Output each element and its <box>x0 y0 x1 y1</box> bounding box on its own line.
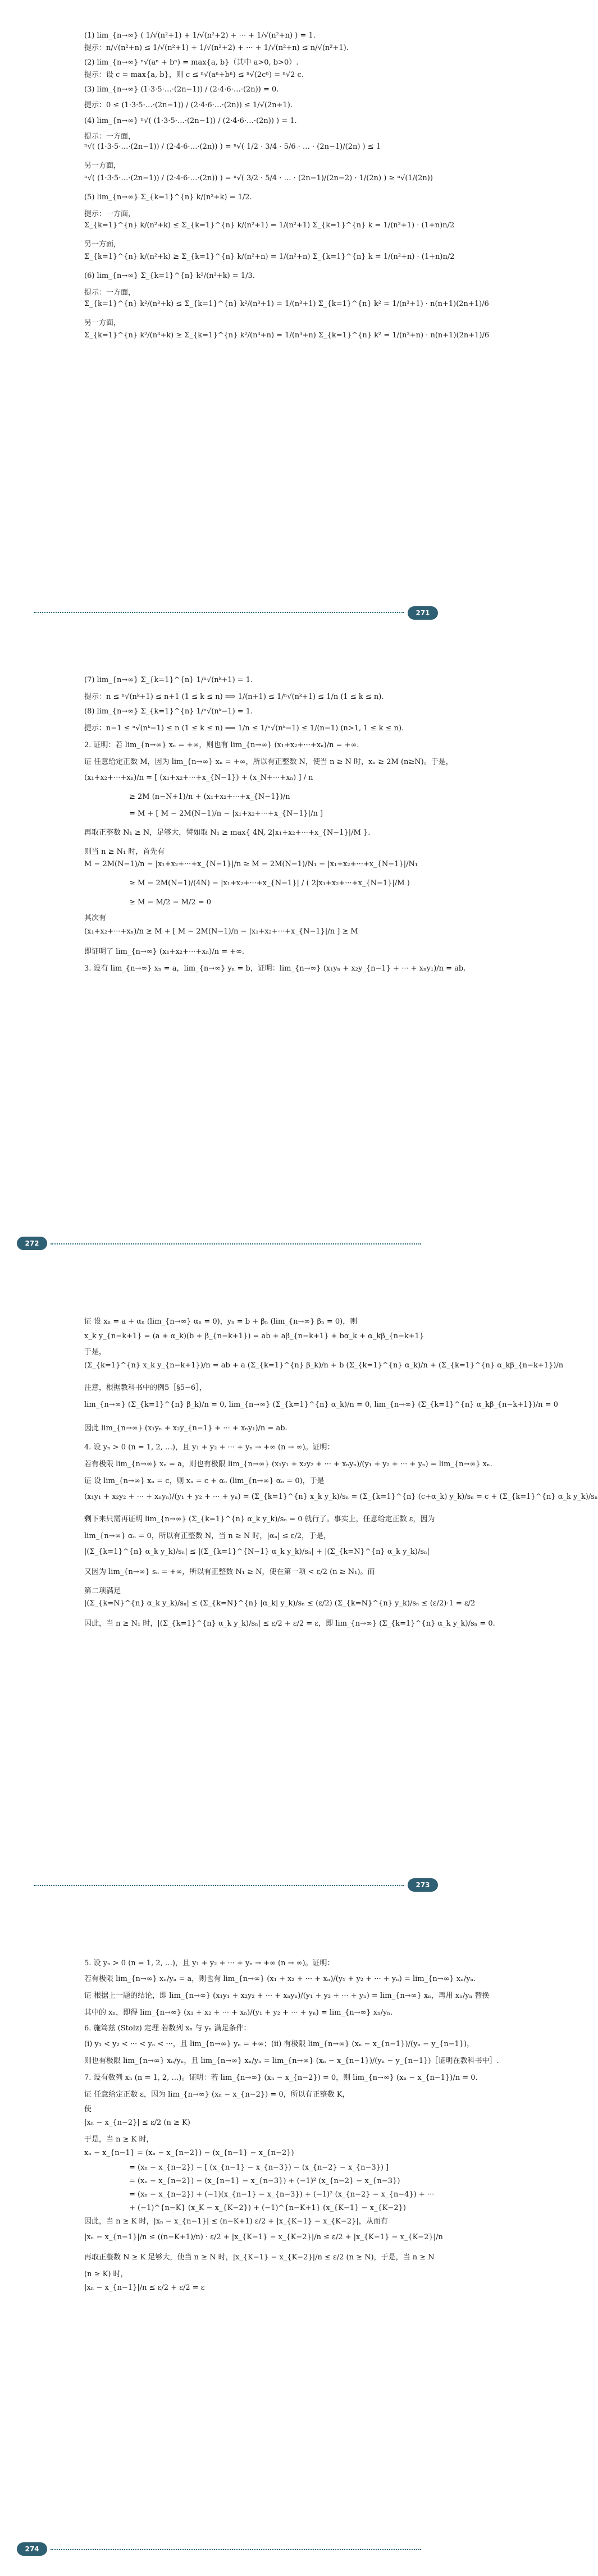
text-line: Σ_{k=1}^{n} k²/(n³+k) ≤ Σ_{k=1}^{n} k²/(n³+1) = 1/(n³+1) Σ_{k=1}^{n} k² = 1/(n³+1) · n(n+1)(2n+1)/6 <box>84 300 489 308</box>
page-bottom-rule <box>34 1885 404 1886</box>
text-line: 证 任意给定正数 ε，因为 lim_{n→∞} (xₙ − x_{n−2}) = 0，所以有正整数 K， <box>84 2090 350 2099</box>
text-line: (7) lim_{n→∞} Σ_{k=1}^{n} 1/ⁿ√(nᵏ+1) = 1. <box>84 676 253 684</box>
text-line: 另一方面， <box>84 240 121 249</box>
text-line: 提示：0 ≤ (1·3·5·…·(2n−1)) / (2·4·6·…·(2n)) ≤ 1/√(2n+1). <box>84 101 293 109</box>
text-line: 提示：一方面， <box>84 289 136 297</box>
text-line: 另一方面， <box>84 162 121 170</box>
book-page-271 <box>0 0 490 629</box>
text-line: 4. 设 yₙ > 0 (n = 1, 2, …)，且 y₁ + y₂ + ··· + yₙ → +∞ (n → ∞)。证明： <box>84 1443 335 1452</box>
text-line: 又因为 lim_{n→∞} sₙ = +∞，所以有正整数 N₁ ≥ N，使在第一项 < ε/2 (n ≥ N₁)。而 <box>84 1568 375 1576</box>
text-line: 证 设 xₙ = a + αₙ (lim_{n→∞} αₙ = 0)，yₙ = b + βₙ (lim_{n→∞} βₙ = 0)，则 <box>84 1317 358 1326</box>
page-number-badge: 271 <box>408 606 438 620</box>
text-line: = (xₙ − x_{n−2}) − (x_{n−1} − x_{n−3}) + (−1)² (x_{n−2} − x_{n−3}) <box>129 2177 400 2185</box>
text-line: x_k y_{n−k+1} = (a + α_k)(b + β_{n−k+1}) = ab + aβ_{n−k+1} + bα_k + α_kβ_{n−k+1} <box>84 1332 424 1340</box>
text-line: 6. 施笃兹 (Stolz) 定理 若数列 xₙ 与 yₙ 满足条件： <box>84 2024 251 2033</box>
text-line: + (−1)^{n−K} (x_K − x_{K−2}) + (−1)^{n−K+1} (x_{K−1} − x_{K−2}) <box>129 2204 406 2212</box>
text-line: 于是，当 n ≥ K 时， <box>84 2135 154 2144</box>
text-line: 提示：n ≤ ⁿ√(nᵏ+1) ≤ n+1 (1 ≤ k ≤ n) ⟹ 1/(n+1) ≤ 1/ⁿ√(nᵏ+1) ≤ 1/n (1 ≤ k ≤ n). <box>84 693 384 701</box>
page-number-badge: 273 <box>408 1878 438 1892</box>
text-line: xₙ − x_{n−1} = (xₙ − x_{n−2}) − (x_{n−1} − x_{n−2}) <box>84 2149 294 2157</box>
text-line: 证 设 lim_{n→∞} xₙ = c，则 xₙ = c + αₙ (lim_{n→∞} αₙ = 0)，于是 <box>84 1477 325 1485</box>
page-number-badge: 272 <box>17 1237 47 1250</box>
book-page-273 <box>0 1283 598 1912</box>
page-number-badge: 274 <box>17 2542 47 2556</box>
text-line: (x₁+x₂+···+xₙ)/n ≥ M + [ M − 2M(N−1)/n − |x₁+x₂+···+x_{N−1}|/n ] ≥ M <box>84 927 358 936</box>
text-line: 证 任意给定正数 M，因为 lim_{n→∞} xₙ = +∞，所以有正整数 N，使当 n ≥ N 时，xₙ ≥ 2M (n≥N)。于是， <box>84 758 453 766</box>
text-line: 若有极限 lim_{n→∞} xₙ = a，则也有极限 lim_{n→∞} (x₁y₁ + x₂y₂ + ··· + xₙyₙ)/(y₁ + y₂ + ··· + yₙ) = lim_{n→∞} xₙ. <box>84 1460 492 1468</box>
text-line: (4) lim_{n→∞} ⁿ√( (1·3·5·…·(2n−1)) / (2·4·6·…·(2n)) ) = 1. <box>84 117 297 125</box>
text-line: 提示：一方面， <box>84 132 136 141</box>
text-line: 因此，当 n ≥ K 时，|xₙ − x_{n−1}| ≤ (n−K+1) ε/2 + |x_{K−1} − x_{K−2}|，从而有 <box>84 2217 388 2226</box>
text-line: (i) y₁ < y₂ < ··· < yₙ < ···，且 lim_{n→∞} yₙ = +∞；(ii) 有极限 lim_{n→∞} (xₙ − x_{n−1})/(yₙ − y_{n−1})， <box>84 2040 474 2048</box>
text-line: 其次有 <box>84 914 107 922</box>
text-line: (x₁y₁ + x₂y₂ + ··· + xₙyₙ)/(y₁ + y₂ + ··· + yₙ) = (Σ_{k=1}^{n} x_k y_k)/sₙ = (Σ_{k=1}^{n} (c+α_k) y_k)/sₙ = c + (Σ_{k=1}^{n} α_k y_k)/sₙ <box>84 1493 598 1501</box>
text-line: 3. 设有 lim_{n→∞} xₙ = a，lim_{n→∞} yₙ = b，证明：lim_{n→∞} (x₁yₙ + x₂y_{n−1} + ··· + xₙy₁)/n = ab. <box>84 964 466 973</box>
text-line: |xₙ − x_{n−1}|/n ≤ ((n−K+1)/n) · ε/2 + |x_{K−1} − x_{K−2}|/n ≤ ε/2 + |x_{K−1} − x_{K−2}|/n <box>84 2233 443 2241</box>
text-line: lim_{n→∞} αₙ = 0，所以有正整数 N，当 n ≥ N 时，|αₙ| ≤ ε/2，于是， <box>84 1532 331 1540</box>
text-line: (Σ_{k=1}^{n} x_k y_{n−k+1})/n = ab + a (Σ_{k=1}^{n} β_k)/n + b (Σ_{k=1}^{n} α_k)/n + (Σ_{k=1}^{n} α_kβ_{n−k+1})/n <box>84 1361 564 1370</box>
text-line: |(Σ_{k=N}^{n} α_k y_k)/sₙ| ≤ (Σ_{k=N}^{n} |α_k| y_k)/sₙ ≤ (ε/2) (Σ_{k=N}^{n} y_k)/sₙ ≤ (ε/2)·1 = ε/2 <box>84 1599 476 1608</box>
text-line: (2) lim_{n→∞} ⁿ√(aⁿ + bⁿ) = max{a, b}（其中 a>0, b>0）. <box>84 58 299 67</box>
text-line: Σ_{k=1}^{n} k/(n²+k) ≥ Σ_{k=1}^{n} k/(n²+n) = 1/(n²+n) Σ_{k=1}^{n} k = 1/(n²+n) · (1+n)n/2 <box>84 253 455 261</box>
page-bottom-rule <box>34 612 404 613</box>
text-line: ⁿ√( (1·3·5·…·(2n−1)) / (2·4·6·…·(2n)) ) = ⁿ√( 1/2 · 3/4 · 5/6 · … · (2n−1)/(2n) ) ≤ 1 <box>84 143 381 151</box>
text-line: = (xₙ − x_{n−2}) + (−1)(x_{n−1} − x_{n−3}) + (−1)² (x_{n−2} − x_{n−4}) + ··· <box>129 2190 435 2199</box>
text-line: (8) lim_{n→∞} Σ_{k=1}^{n} 1/ⁿ√(nᵏ−1) = 1. <box>84 707 253 716</box>
text-line: Σ_{k=1}^{n} k/(n²+k) ≤ Σ_{k=1}^{n} k/(n²+1) = 1/(n²+1) Σ_{k=1}^{n} k = 1/(n²+1) · (1+n)n/2 <box>84 221 455 230</box>
text-line: M − 2M(N−1)/n − |x₁+x₂+···+x_{N−1}|/n ≥ M − 2M(N−1)/N₁ − |x₁+x₂+···+x_{N−1}|/N₁ <box>84 860 418 868</box>
text-line: 再取正整数 N₁ ≥ N，足够大，譬如取 N₁ ≥ max{ 4N, 2|x₁+x₂+···+x_{N−1}|/M }. <box>84 829 371 837</box>
text-line: 因此 lim_{n→∞} (x₁yₙ + x₂y_{n−1} + ··· + xₙy₁)/n = ab. <box>84 1424 287 1433</box>
text-line: = (xₙ − x_{n−2}) − [ (x_{n−1} − x_{n−3}) − (x_{n−2} − x_{n−3}) ] <box>129 2163 389 2172</box>
text-line: 使 <box>84 2105 92 2113</box>
text-line: Σ_{k=1}^{n} k²/(n³+k) ≥ Σ_{k=1}^{n} k²/(n³+n) = 1/(n³+n) Σ_{k=1}^{n} k² = 1/(n³+n) · n(n+1)(2n+1)/6 <box>84 331 490 340</box>
text-line: 于是， <box>84 1348 107 1356</box>
text-line: 若有极限 lim_{n→∞} xₙ/yₙ = a，则也有 lim_{n→∞} (x₁ + x₂ + ··· + xₙ)/(y₁ + y₂ + ··· + yₙ) = lim_{n→∞} xₙ/yₙ. <box>84 1975 476 1983</box>
book-page-274 <box>0 1925 499 2576</box>
text-line: ⁿ√( (1·3·5·…·(2n−1)) / (2·4·6·…·(2n)) ) = ⁿ√( 3/2 · 5/4 · … · (2n−1)/(2n−2) · 1/(2n) ) ≥ ⁿ√(1/(2n)) <box>84 174 433 182</box>
text-line: 剩下来只需再证明 lim_{n→∞} (Σ_{k=1}^{n} α_k y_k)/sₙ = 0 就行了。事实上，任意给定正数 ε，因为 <box>84 1515 435 1523</box>
text-line: ≥ M − 2M(N−1)/(4N) − |x₁+x₂+···+x_{N−1}| / ( 2|x₁+x₂+···+x_{N−1}|/M ) <box>129 879 410 887</box>
text-line: |xₙ − x_{n−2}| ≤ ε/2 (n ≥ K) <box>84 2119 190 2127</box>
text-line: (n ≥ K) 时， <box>84 2270 128 2278</box>
text-line: 因此，当 n ≥ N₁ 时，|(Σ_{k=1}^{n} α_k y_k)/sₙ| ≤ ε/2 + ε/2 = ε，即 lim_{n→∞} (Σ_{k=1}^{n} α_k y_k)/sₙ = 0. <box>84 1619 495 1628</box>
text-line: (5) lim_{n→∞} Σ_{k=1}^{n} k/(n²+k) = 1/2. <box>84 193 252 202</box>
text-line: lim_{n→∞} (Σ_{k=1}^{n} β_k)/n = 0, lim_{n→∞} (Σ_{k=1}^{n} α_k)/n = 0, lim_{n→∞} (Σ_{k=1}^{n} α_kβ_{n−k+1})/n = 0 <box>84 1401 558 1409</box>
text-line: |(Σ_{k=1}^{n} α_k y_k)/sₙ| ≤ |(Σ_{k=1}^{N−1} α_k y_k)/sₙ| + |(Σ_{k=N}^{n} α_k y_k)/sₙ| <box>84 1548 430 1556</box>
text-line: 提示：一方面， <box>84 210 136 218</box>
text-line: (x₁+x₂+···+xₙ)/n = [ (x₁+x₂+···+x_{N−1}) + (x_N+···+xₙ) ] / n <box>84 774 313 782</box>
text-line: 7. 设有数列 xₙ (n = 1, 2, …)。证明：若 lim_{n→∞} (xₙ − x_{n−2}) = 0，则 lim_{n→∞} (xₙ − x_{n−1})/n = 0. <box>84 2074 478 2082</box>
text-line: 其中的 xₙ，即得 lim_{n→∞} (x₁ + x₂ + ··· + xₙ)/(y₁ + y₂ + ··· + yₙ) = lim_{n→∞} xₙ/yₙ. <box>84 2008 393 2017</box>
text-line: 再取正整数 N ≥ K 足够大，使当 n ≥ N 时，|x_{K−1} − x_{K−2}|/n ≤ ε/2 (n ≥ N)，于是，当 n ≥ N <box>84 2253 435 2262</box>
text-line: = M + [ M − 2M(N−1)/n − |x₁+x₂+···+x_{N−1}|/n ] <box>129 809 323 818</box>
text-line: ≥ 2M (n−N+1)/n + (x₁+x₂+···+x_{N−1})/n <box>129 793 290 801</box>
text-line: 证 根据上一题的结论，即 lim_{n→∞} (x₁y₁ + x₂y₂ + ··· + xₙyₙ)/(y₁ + y₂ + ··· + yₙ) = lim_{n→∞} xₙ，再用 xₙ/yₙ 替换 <box>84 1992 490 2000</box>
text-line: |xₙ − x_{n−1}|/n ≤ ε/2 + ε/2 = ε <box>84 2284 205 2292</box>
page-bottom-rule <box>51 1243 421 1244</box>
text-line: (3) lim_{n→∞} (1·3·5·…·(2n−1)) / (2·4·6·…·(2n)) = 0. <box>84 85 279 94</box>
text-line: 注意，根据教科书中的例5［§5−6］， <box>84 1384 207 1392</box>
text-line: 则当 n ≥ N₁ 时，首先有 <box>84 848 165 856</box>
text-line: 则也有极限 lim_{n→∞} xₙ/yₙ，且 lim_{n→∞} xₙ/yₙ = lim_{n→∞} (xₙ − x_{n−1})/(yₙ − y_{n−1})［证明在教科书中］. <box>84 2057 499 2065</box>
text-line: 提示：n−1 ≤ ⁿ√(nᵏ−1) ≤ n (1 ≤ k ≤ n) ⟹ 1/n ≤ 1/ⁿ√(nᵏ−1) ≤ 1/(n−1) (n>1, 1 ≤ k ≤ n). <box>84 724 404 733</box>
text-line: 提示：设 c = max{a, b}，则 c ≤ ⁿ√(aⁿ+bⁿ) ≤ ⁿ√(2cⁿ) = ⁿ√2 c. <box>84 71 304 79</box>
book-page-272 <box>0 642 466 1271</box>
text-line: 另一方面， <box>84 319 121 327</box>
text-line: 提示：n/√(n²+n) ≤ 1/√(n²+1) + 1/√(n²+2) + ··· + 1/√(n²+n) ≤ n/√(n²+1). <box>84 44 349 52</box>
text-line: (1) lim_{n→∞} ( 1/√(n²+1) + 1/√(n²+2) + ··· + 1/√(n²+n) ) = 1. <box>84 31 316 40</box>
text-line: 2. 证明：若 lim_{n→∞} xₙ = +∞，则也有 lim_{n→∞} (x₁+x₂+···+xₙ)/n = +∞. <box>84 741 359 749</box>
text-line: 即证明了 lim_{n→∞} (x₁+x₂+···+xₙ)/n = +∞. <box>84 948 245 956</box>
text-line: 第二项满足 <box>84 1587 121 1595</box>
text-line: (6) lim_{n→∞} Σ_{k=1}^{n} k²/(n³+k) = 1/3. <box>84 272 255 280</box>
text-line: ≥ M − M/2 − M/2 = 0 <box>129 898 212 907</box>
page-bottom-rule <box>51 2549 421 2550</box>
text-line: 5. 设 yₙ > 0 (n = 1, 2, …)，且 y₁ + y₂ + ··· + yₙ → +∞ (n → ∞)。证明： <box>84 1959 335 1968</box>
